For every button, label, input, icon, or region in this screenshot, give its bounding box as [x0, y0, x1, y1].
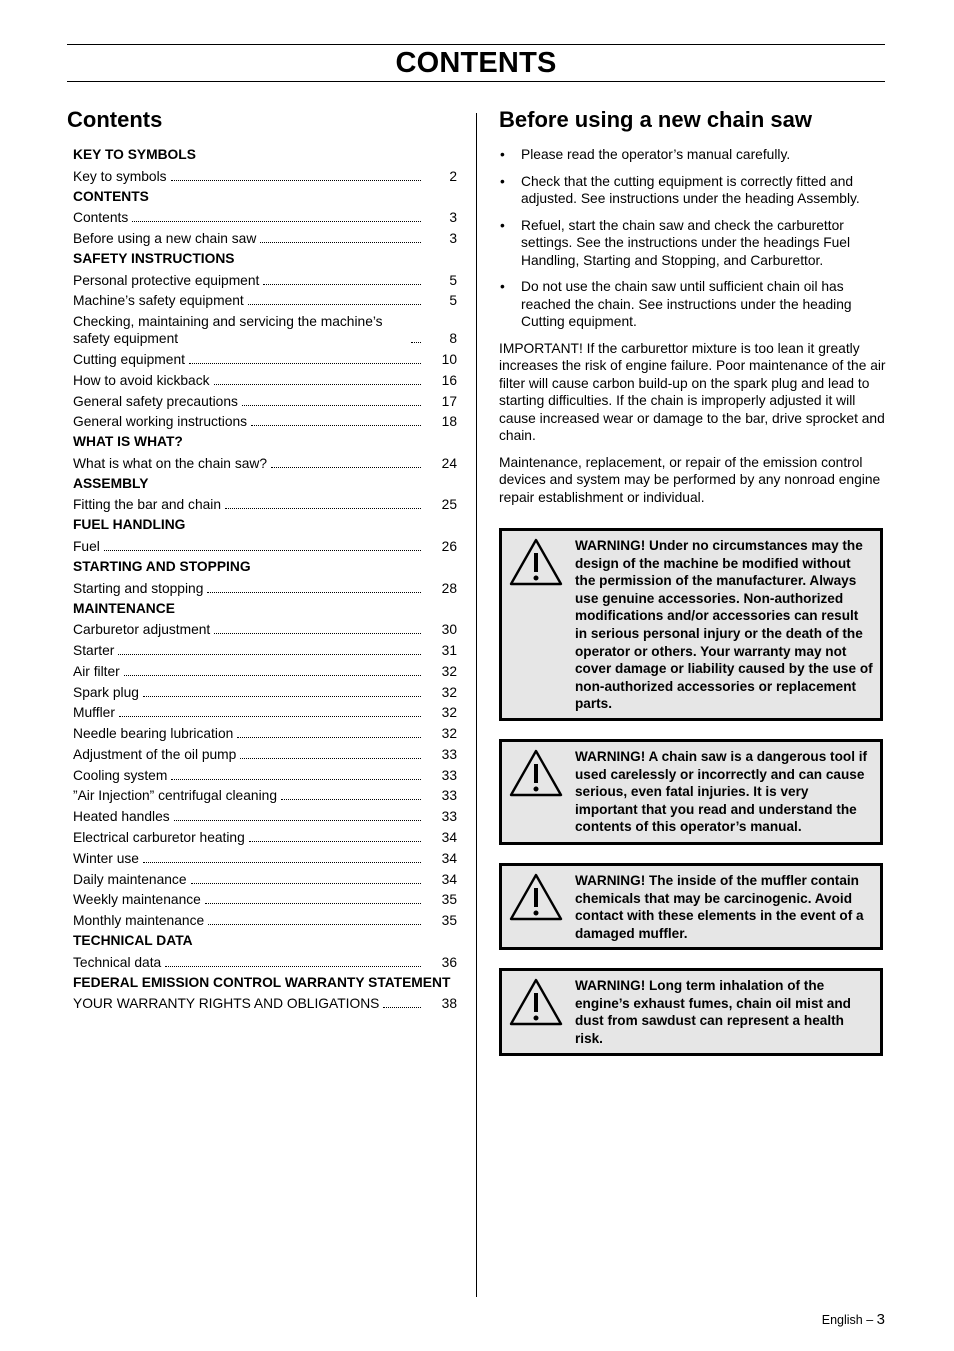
toc-entry-page: 35: [441, 913, 457, 929]
toc-entry-page: 32: [441, 663, 457, 679]
toc-entry-title: Starting and stopping: [73, 580, 204, 596]
toc-entry-title: Technical data: [73, 954, 162, 970]
toc-entry-title: Monthly maintenance: [73, 913, 205, 929]
warning-triangle-icon: [508, 537, 564, 587]
toc-entry-page: 31: [441, 642, 457, 658]
toc-leader-dots: [132, 221, 421, 222]
page-footer: [822, 1311, 885, 1328]
toc-leader-dots: [260, 242, 421, 243]
toc-leader-dots: [281, 799, 421, 800]
toc-leader-dots: [191, 883, 421, 884]
toc-entry: [73, 910, 457, 931]
toc-leader-dots: [214, 633, 421, 634]
toc-section-heading: ASSEMBLY: [73, 475, 149, 491]
warning-box: [499, 863, 883, 950]
toc-entry-title: Spark plug: [73, 684, 139, 700]
toc-entry: [73, 806, 457, 827]
toc-entry-page: 25: [441, 497, 457, 513]
toc-entry: [73, 682, 457, 703]
toc-entry-page: 5: [449, 272, 457, 288]
toc-leader-dots: [205, 903, 421, 904]
toc-section-heading: WHAT IS WHAT?: [73, 434, 183, 450]
toc-entry-page: 34: [441, 871, 457, 887]
toc-section-heading: FEDERAL EMISSION CONTROL WARRANTY STATEMENT: [73, 974, 451, 990]
toc-entry: [73, 453, 457, 474]
toc-entry-title: Machine’s safety equipment: [73, 293, 244, 309]
toc-entry-page: 32: [441, 684, 457, 700]
toc-entry-page: 33: [441, 746, 457, 762]
toc-entry: [73, 270, 457, 291]
toc-entry-title: Muffler: [73, 705, 115, 721]
toc-entry: [73, 661, 457, 682]
warning-box: [499, 739, 883, 845]
warning-text: WARNING! Under no circumstances may the design of the machine be modified without the permission of the manufacturer. Always use genuine accessories. Non-authorized modifications and/or accessories can result in serious personal injury or the death of the operator or others. Your warranty may not cover damage or liability caused by the use of non-authorized accessories or replacement parts.: [575, 538, 873, 712]
toc-entry-page: 17: [441, 393, 457, 409]
emission-paragraph: Maintenance, replacement, or repair of the emission control devices and system may be performed by any nonroad engine repair establishment or individual.: [499, 454, 881, 505]
toc-entry: [73, 744, 457, 765]
toc-entry: [73, 786, 457, 807]
before-use-heading: Before using a new chain saw: [499, 107, 812, 132]
toc-entry-page: 3: [449, 210, 457, 226]
toc-entry-page: 33: [441, 809, 457, 825]
toc-entry-page: 10: [441, 351, 457, 367]
toc-entry-title: Personal protective equipment: [73, 272, 260, 288]
contents-column: [67, 106, 457, 1014]
list-item: • Check that the cutting equipment is correctly fitted and adjusted. See instructions under the heading Assembly.: [500, 173, 860, 206]
toc-entry-title: Needle bearing lubrication: [73, 726, 234, 742]
toc-entry: [73, 619, 457, 640]
toc-leader-dots: [104, 550, 421, 551]
toc-entry-title: Weekly maintenance: [73, 892, 201, 908]
toc-entry-page: 26: [441, 539, 457, 555]
warning-text: WARNING! Long term inhalation of the engine’s exhaust fumes, chain oil mist and dust from sawdust can represent a health risk.: [575, 978, 851, 1046]
toc-section-heading: CONTENTS: [73, 188, 149, 204]
toc-entry-page: 34: [441, 850, 457, 866]
toc-entry: [73, 952, 457, 973]
toc-leader-dots: [171, 779, 421, 780]
toc-entry: [73, 848, 457, 869]
warning-triangle-icon: [508, 977, 564, 1027]
toc-leader-dots: [240, 758, 421, 759]
footer-language: English: [821, 1313, 863, 1327]
toc-leader-dots: [237, 737, 421, 738]
toc-entry-title: Starter: [73, 642, 115, 658]
toc-entry-title: Before using a new chain saw: [73, 231, 257, 247]
toc-entry-title: What is what on the chain saw?: [73, 455, 268, 471]
toc-leader-dots: [124, 675, 421, 676]
before-use-column: [499, 106, 889, 515]
toc-leader-dots: [143, 696, 421, 697]
toc-entry: [73, 578, 457, 599]
before-use-list: [499, 146, 889, 331]
list-item: • Refuel, start the chain saw and check the carburettor settings. See the instructions under the headings Fuel Handling, Starting and Stopping, and Carburettor.: [500, 217, 851, 268]
toc-entry-title: Key to symbols: [73, 168, 167, 184]
toc-entry-title: Cutting equipment: [73, 351, 185, 367]
toc-leader-dots: [143, 862, 421, 863]
warning-text: WARNING! The inside of the muffler contain chemicals that may be carcinogenic. Avoid contact with these elements in the event of a damaged muffler.: [575, 873, 864, 941]
warning-text: WARNING! A chain saw is a dangerous tool if used carelessly or incorrectly and can cause serious, even fatal injuries. It is very important that you read and understand the contents of this operator’s manual.: [575, 749, 868, 835]
toc-section-heading: TECHNICAL DATA: [73, 933, 193, 949]
toc-entry-title: Adjustment of the oil pump: [73, 746, 237, 762]
toc-entry: [73, 349, 457, 370]
toc-leader-dots: [248, 304, 421, 305]
page-number: 3: [876, 1311, 885, 1328]
warning-triangle-icon: [508, 748, 564, 798]
column-divider: [476, 113, 477, 1297]
toc-entry: [73, 889, 457, 910]
toc-leader-dots: [174, 820, 421, 821]
toc-entry-page: 24: [441, 455, 457, 471]
toc-entry-page: 33: [441, 788, 457, 804]
toc-leader-dots: [251, 425, 421, 426]
toc-section-heading: MAINTENANCE: [73, 600, 175, 616]
toc-entry-page: 33: [441, 767, 457, 783]
toc-entry: [73, 723, 457, 744]
toc-entry: [73, 311, 457, 349]
toc-entry-title: ”Air Injection” centrifugal cleaning: [73, 788, 277, 804]
toc-entry-title: Fuel: [73, 539, 100, 555]
toc-section-heading: FUEL HANDLING: [73, 517, 186, 533]
toc-leader-dots: [165, 966, 421, 967]
list-item: • Please read the operator’s manual carefully.: [500, 147, 791, 162]
toc-entry-title: YOUR WARRANTY RIGHTS AND OBLIGATIONS: [73, 996, 380, 1012]
toc-entry-page: 30: [441, 622, 457, 638]
toc-entry-title: Carburetor adjustment: [73, 622, 211, 638]
toc-entry-page: 32: [441, 705, 457, 721]
toc-entry-page: 28: [441, 580, 457, 596]
toc-leader-dots: [214, 384, 422, 385]
toc-entry-title: Electrical carburetor heating: [73, 830, 245, 846]
toc-entry: [73, 370, 457, 391]
toc-entry: [73, 827, 457, 848]
toc-entry-title: Heated handles: [73, 809, 170, 825]
toc-entry-title: Cooling system: [73, 767, 168, 783]
toc-leader-dots: [249, 841, 421, 842]
toc-entry: [73, 291, 457, 312]
toc-entry: [73, 640, 457, 661]
toc-entry: [73, 765, 457, 786]
toc-entry-title: Air filter: [73, 663, 120, 679]
toc-section-heading: KEY TO SYMBOLS: [73, 147, 196, 162]
toc-leader-dots: [208, 924, 421, 925]
toc-entry-title: Contents: [73, 210, 129, 226]
toc-section-heading: SAFETY INSTRUCTIONS: [73, 250, 235, 266]
toc-entry-title: Fitting the bar and chain: [73, 497, 222, 513]
toc-entry-title: Winter use: [73, 850, 139, 866]
toc-leader-dots: [242, 405, 421, 406]
header-rule-bottom: [67, 81, 885, 82]
toc-entry-page: 34: [441, 830, 457, 846]
toc-entry-page: 36: [441, 954, 457, 970]
toc-section-heading: STARTING AND STOPPING: [73, 558, 251, 574]
toc-leader-dots: [383, 1007, 421, 1008]
toc-entry: [73, 993, 457, 1014]
toc-leader-dots: [225, 508, 421, 509]
toc-leader-dots: [119, 716, 421, 717]
toc-entry-title: General safety precautions: [73, 393, 238, 409]
toc-leader-dots: [171, 180, 421, 181]
table-of-contents: [67, 145, 457, 1014]
toc-entry: [73, 702, 457, 723]
toc-entry: [73, 391, 457, 412]
toc-entry-title: Daily maintenance: [73, 871, 187, 887]
warning-triangle-icon: [508, 872, 564, 922]
toc-entry-page: 2: [449, 168, 457, 184]
toc-entry: [73, 207, 457, 228]
toc-entry: [73, 495, 457, 516]
toc-leader-dots: [118, 654, 421, 655]
warning-box: [499, 968, 883, 1056]
contents-heading: Contents: [67, 107, 163, 132]
toc-entry-page: 38: [441, 996, 457, 1012]
toc-entry-page: 3: [449, 231, 457, 247]
list-item: • Do not use the chain saw until sufficient chain oil has reached the chain. See instructions under the heading Cutting equipment.: [500, 279, 852, 329]
toc-entry: [73, 869, 457, 890]
toc-entry: [73, 411, 457, 432]
toc-entry-page: 35: [441, 892, 457, 908]
toc-entry-title: General working instructions: [73, 414, 248, 430]
toc-entry-page: 32: [441, 726, 457, 742]
toc-entry-page: 18: [441, 414, 457, 430]
toc-entry: [73, 536, 457, 557]
toc-leader-dots: [271, 467, 421, 468]
toc-leader-dots: [207, 592, 421, 593]
important-paragraph: IMPORTANT! If the carburettor mixture is too lean it greatly increases the risk of engine failure. Poor maintenance of the air filter will cause carbon build-up on the spark plug and lead to starting difficulties. If the chain is improperly adjusted it will cause increased wear or damage to the bar, drive sprocket and chain.: [499, 340, 886, 443]
toc-entry: [73, 166, 457, 187]
toc-entry-page: 5: [449, 293, 457, 309]
toc-entry-page: 16: [441, 372, 457, 388]
toc-leader-dots: [411, 342, 421, 343]
toc-entry-page: 8: [449, 331, 457, 347]
toc-leader-dots: [263, 284, 421, 285]
toc-entry-title: How to avoid kickback: [73, 372, 210, 388]
toc-leader-dots: [189, 363, 421, 364]
toc-entry-title: Checking, maintaining and servicing the machine’s safety equipment: [73, 314, 383, 347]
warning-box: [499, 528, 883, 721]
footer-separator: –: [866, 1313, 874, 1327]
toc-entry: [73, 228, 457, 249]
page-title: CONTENTS: [395, 47, 557, 79]
